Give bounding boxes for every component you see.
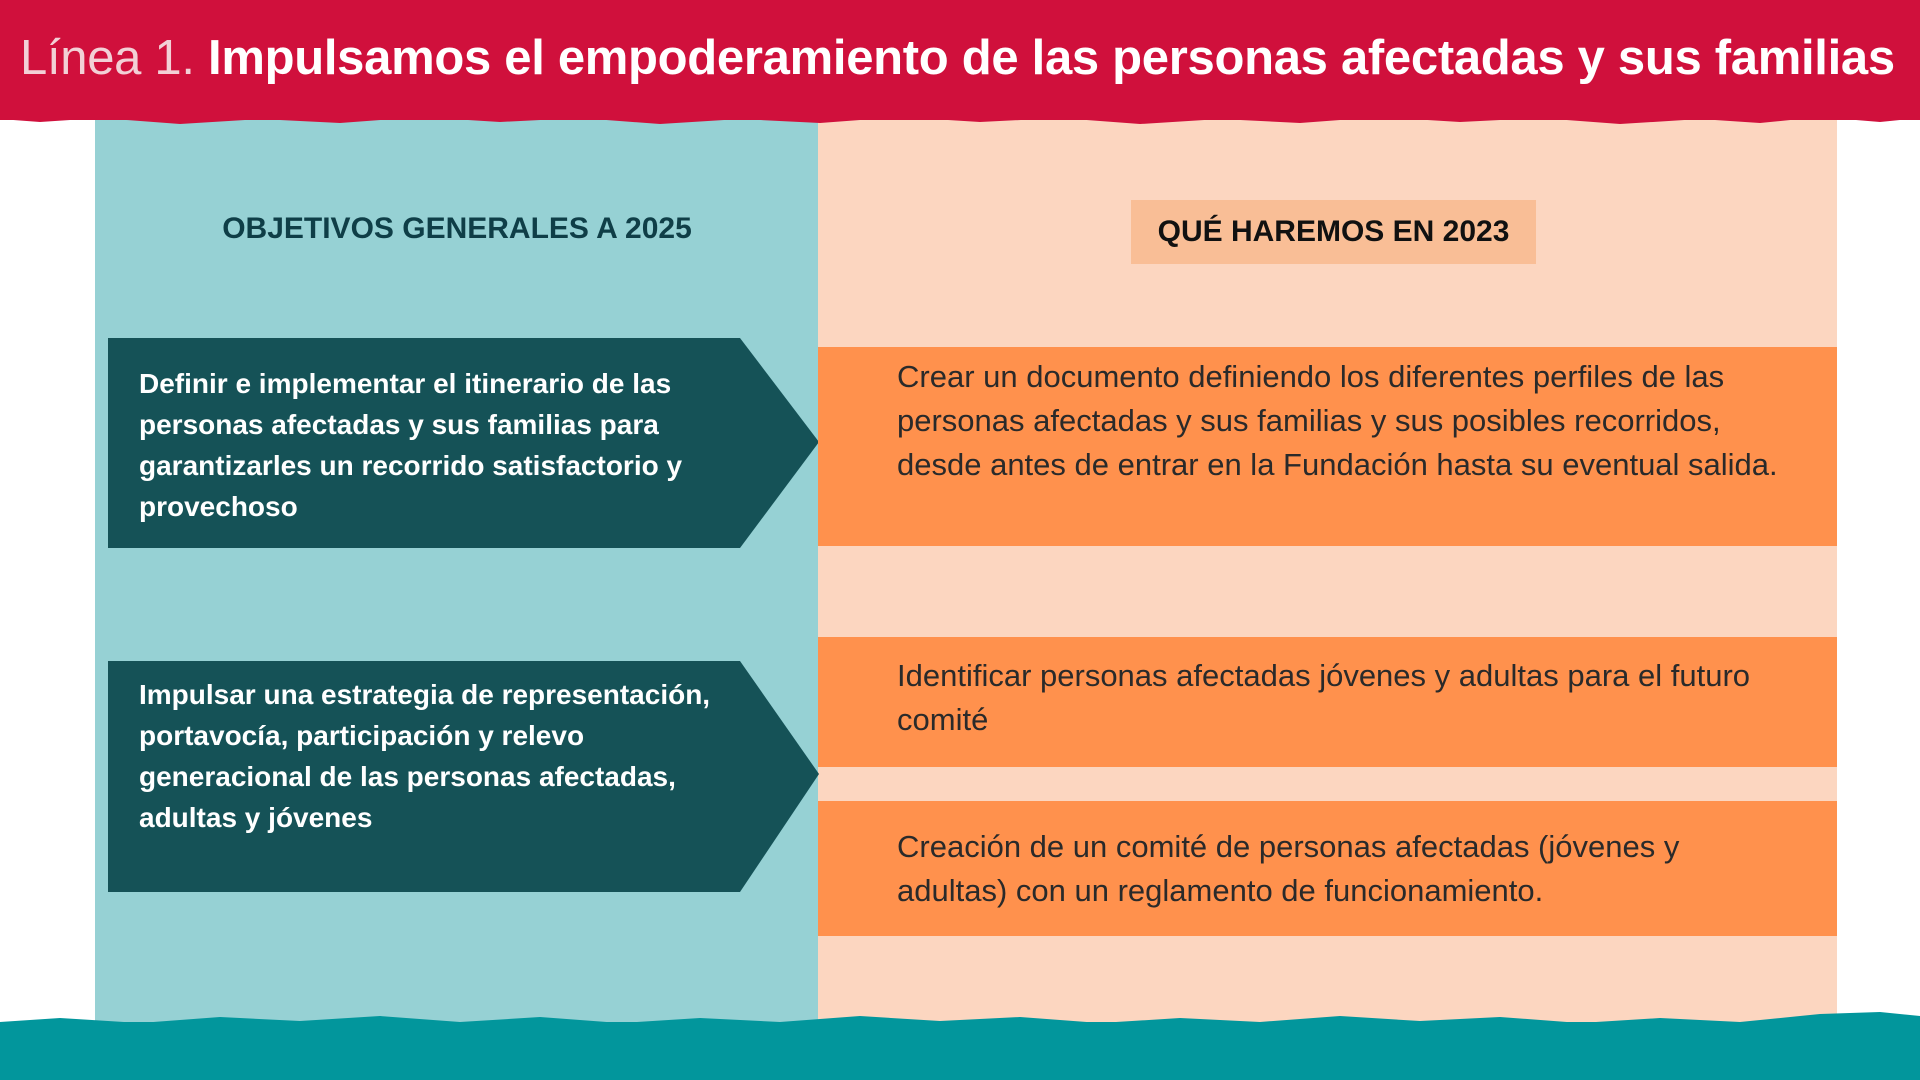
- objective-arrow-1: [108, 338, 820, 548]
- action-text: Creación de un comité de personas afectadas (jóvenes y adultas) con un reglamento de funcionamiento.: [897, 829, 1680, 908]
- action-text: Crear un documento definiendo los diferentes perfiles de las personas afectadas y sus familias y sus posibles recorridos, desde antes de entrar en la Fundación hasta su eventual salida.: [897, 359, 1778, 482]
- action-box-3: [818, 801, 1837, 936]
- bottom-band: [0, 1022, 1920, 1080]
- actions-heading: QUÉ HAREMOS EN 2023: [1131, 200, 1536, 264]
- objective-text: Impulsar una estrategia de representación, portavocía, participación y relevo generacional de las personas afectadas, adultas y jóvenes: [139, 679, 711, 833]
- objective-text: Definir e implementar el itinerario de las personas afectadas y sus familias para garantizarles un recorrido satisfactorio y provechoso: [139, 368, 683, 522]
- title-line-number: Línea 1.: [20, 31, 195, 85]
- title-text: Impulsamos el empoderamiento de las personas afectadas y sus familias: [194, 31, 1895, 85]
- action-text: Identificar personas afectadas jóvenes y adultas para el futuro comité: [897, 658, 1751, 737]
- objectives-heading: OBJETIVOS GENERALES A 2025: [222, 212, 692, 245]
- action-box-2: [818, 637, 1837, 767]
- banner-brush-edge: [0, 108, 1920, 132]
- action-box-1: [818, 347, 1837, 546]
- objectives-column: [95, 120, 819, 1040]
- page-title: [20, 30, 1910, 86]
- objective-arrow-2: [108, 661, 820, 892]
